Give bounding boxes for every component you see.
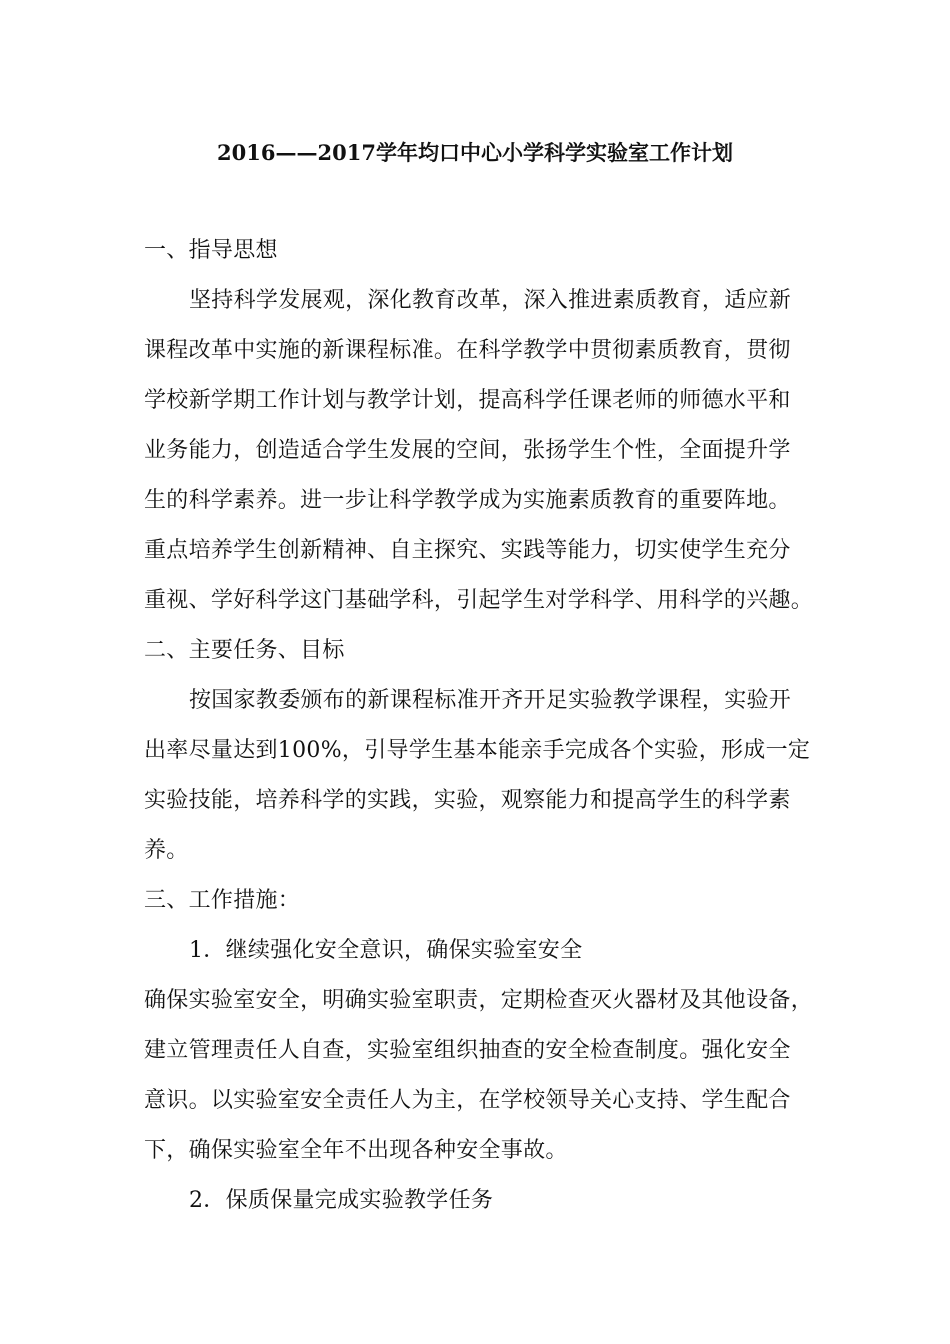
paragraph-line: 确保实验室安全，明确实验室职责，定期检查灭火器材及其他设备， [144, 988, 814, 1013]
paragraph-line: 下，确保实验室全年不出现各种安全事故。 [144, 1138, 568, 1163]
section-heading-guiding-ideology: 一、指导思想 [144, 238, 278, 263]
subsection-heading-safety: 1．继续强化安全意识，确保实验室安全 [189, 938, 583, 963]
section-heading-main-tasks: 二、主要任务、目标 [144, 638, 345, 663]
paragraph-line: 养。 [144, 838, 189, 863]
subsection-heading-teaching-tasks: 2．保质保量完成实验教学任务 [189, 1188, 494, 1213]
paragraph-line: 建立管理责任人自查，实验室组织抽查的安全检查制度。强化安全 [144, 1038, 791, 1063]
paragraph-line: 实验技能，培养科学的实践，实验，观察能力和提高学生的科学素 [144, 788, 791, 813]
paragraph-line: 课程改革中实施的新课程标准。在科学教学中贯彻素质教育，贯彻 [144, 338, 791, 363]
paragraph-line: 重点培养学生创新精神、自主探究、实践等能力，切实使学生充分 [144, 538, 791, 563]
paragraph-line: 业务能力，创造适合学生发展的空间，张扬学生个性，全面提升学 [144, 438, 791, 463]
document-title: 2016——2017学年均口中心小学科学实验室工作计划 [217, 140, 733, 165]
paragraph-line: 按国家教委颁布的新课程标准开齐开足实验教学课程，实验开 [189, 688, 792, 713]
paragraph-line: 生的科学素养。进一步让科学教学成为实施素质教育的重要阵地。 [144, 488, 791, 513]
section-heading-work-measures: 三、工作措施： [144, 888, 301, 913]
paragraph-line: 出率尽量达到100%，引导学生基本能亲手完成各个实验，形成一定 [144, 738, 811, 763]
paragraph-line: 坚持科学发展观，深化教育改革，深入推进素质教育，适应新 [189, 288, 792, 313]
paragraph-line: 重视、学好科学这门基础学科，引起学生对学科学、用科学的兴趣。 [144, 588, 814, 613]
paragraph-line: 学校新学期工作计划与教学计划，提高科学任课老师的师德水平和 [144, 388, 791, 413]
paragraph-line: 意识。以实验室安全责任人为主，在学校领导关心支持、学生配合 [144, 1088, 791, 1113]
